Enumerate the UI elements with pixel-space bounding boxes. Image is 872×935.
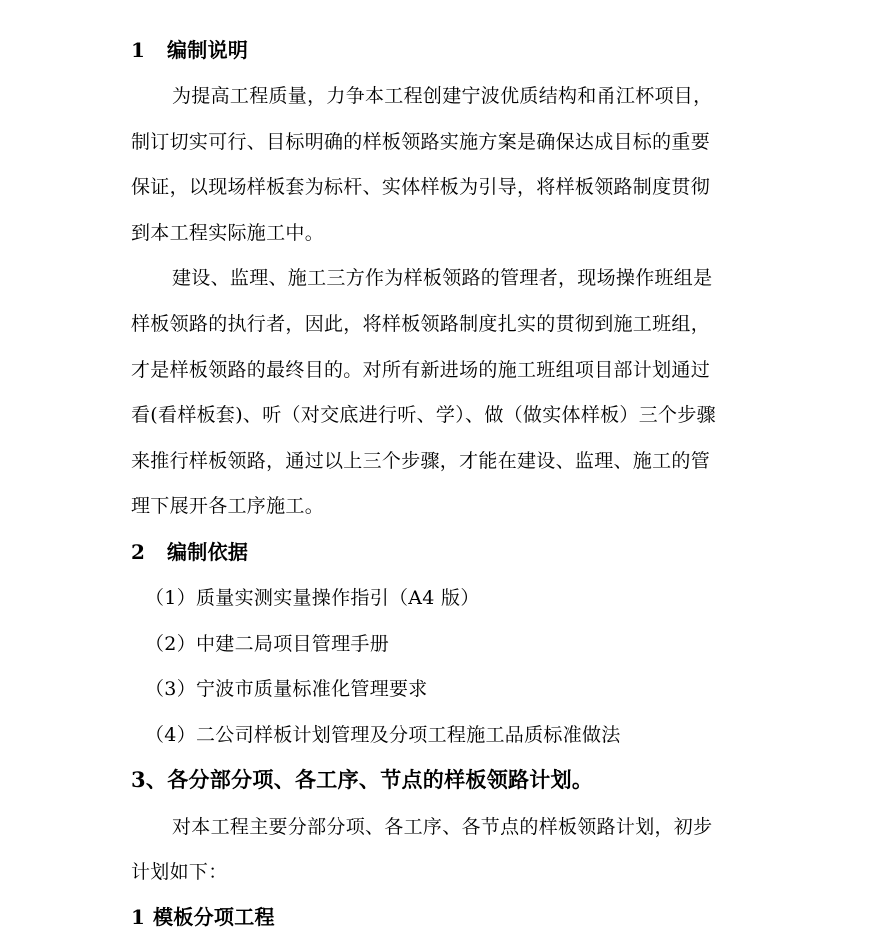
paragraph-1-line-1: 为提高工程质量，力争本工程创建宁波优质结构和甬江杯项目， [172,85,713,107]
paragraph-2-line-3: 才是样板领路的最终目的。对所有新进场的施工班组项目部计划通过 [131,359,711,381]
paragraph-1-line-4: 到本工程实际施工中。 [131,222,325,244]
paragraph-2-line-2: 样板领路的执行者，因此，将样板领路制度扎实的贯彻到施工班组， [131,313,711,335]
section-1-heading [131,38,248,62]
subsection-1-title: 模板分项工程 [153,905,275,929]
section-1-title: 编制说明 [167,38,249,62]
section-2-heading [131,540,248,564]
paragraph-2-line-1: 建设、监理、施工三方作为样板领路的管理者，现场操作班组是 [172,267,713,289]
reference-item-3: （3）宁波市质量标准化管理要求 [145,678,428,700]
subsection-1-heading [131,905,275,929]
section-1-number: 1 [131,38,146,62]
paragraph-1-line-2: 制订切实可行、目标明确的样板领路实施方案是确保达成目标的重要 [131,131,711,153]
subsection-1-number: 1 [131,905,146,929]
paragraph-1-line-3: 保证，以现场样板套为标杆、实体样板为引导，将样板领路制度贯彻 [131,176,711,198]
paragraph-2-line-4: 看(看样板套)、听（对交底进行听、学）、做（做实体样板）三个步骤 [131,404,716,426]
section-3-paragraph-line-2: 计划如下： [131,861,228,883]
reference-item-4: （4）二公司样板计划管理及分项工程施工品质标准做法 [145,724,621,746]
paragraph-2-line-5: 来推行样板领路，通过以上三个步骤，才能在建设、监理、施工的管 [131,450,711,472]
paragraph-2-line-6: 理下展开各工序施工。 [131,495,325,517]
section-3-heading: 3、各分部分项、各工序、节点的样板领路计划。 [131,767,594,792]
section-3-paragraph-line-1: 对本工程主要分部分项、各工序、各节点的样板领路计划，初步 [172,816,713,838]
reference-item-1: （1）质量实测实量操作指引（A4 版） [145,587,480,609]
reference-item-2: （2）中建二局项目管理手册 [145,633,389,655]
section-2-number: 2 [131,540,146,564]
section-2-title: 编制依据 [167,540,249,564]
